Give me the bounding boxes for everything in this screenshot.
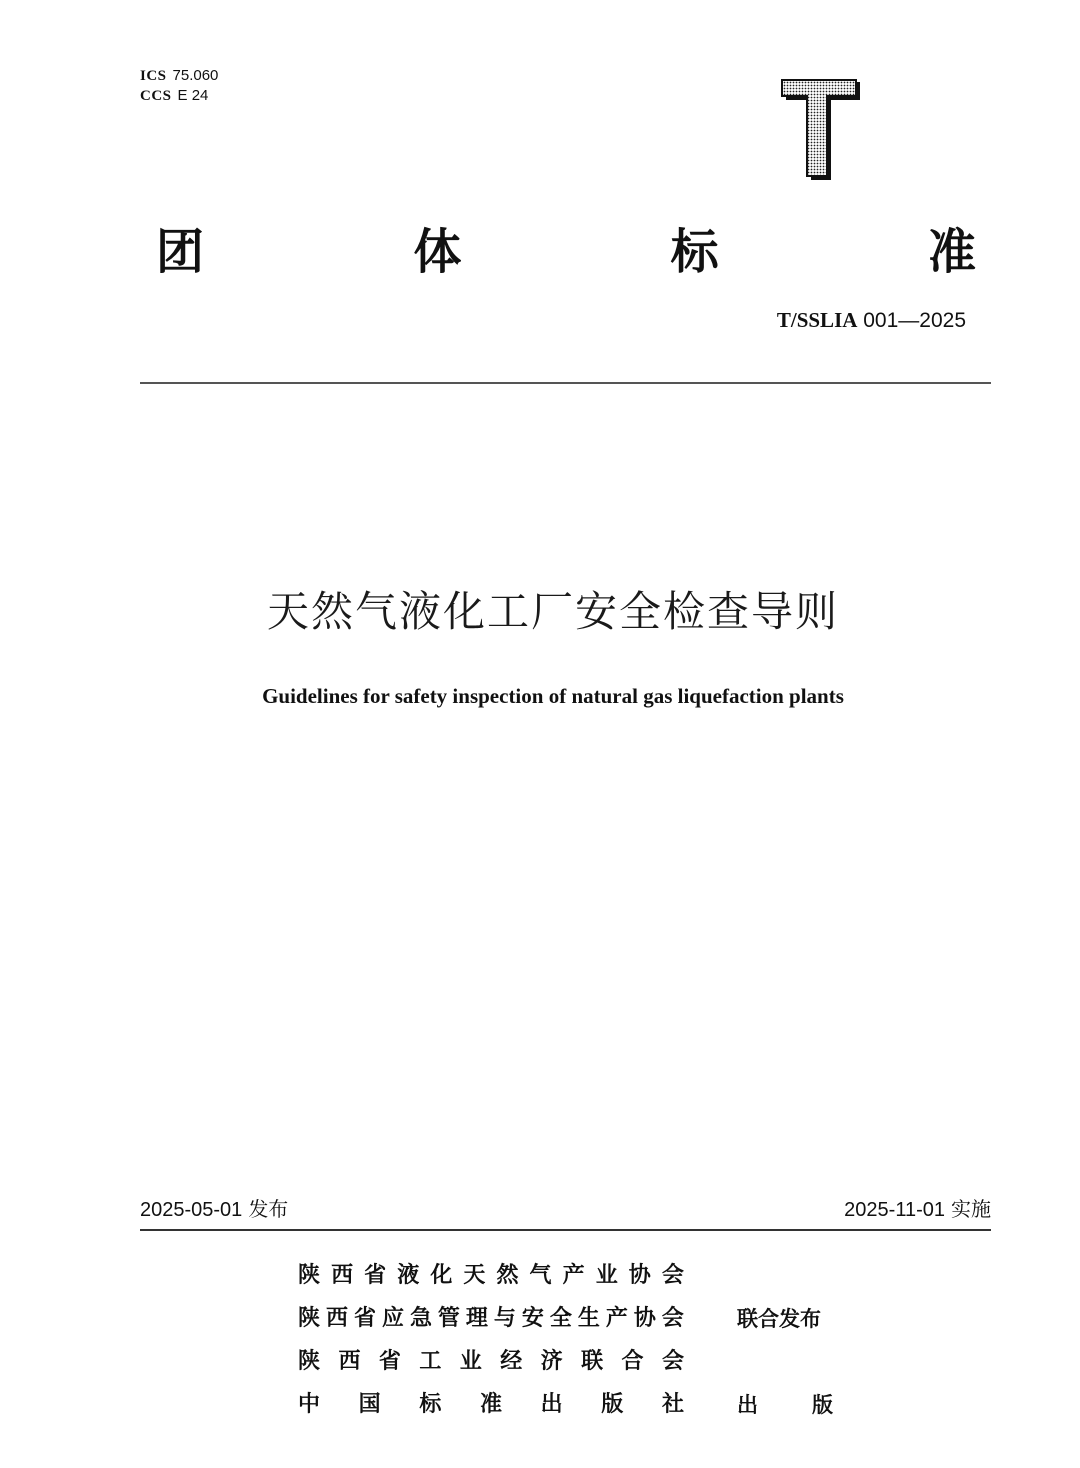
joint-issue-label: 联合发布 [737, 1307, 821, 1331]
organization-name-char: 与 [493, 1306, 516, 1331]
organization-name-char: 会 [661, 1349, 684, 1374]
issue-date [140, 1196, 288, 1223]
implementation-date [844, 1196, 991, 1223]
organization-name-char: 标 [419, 1392, 442, 1417]
organization-name-char: 联 [581, 1349, 604, 1374]
organization-name [298, 1258, 684, 1301]
ccs-value: E 24 [177, 87, 209, 104]
classification-codes [140, 66, 218, 106]
organization-name-char: 陕 [298, 1306, 321, 1331]
organization-name-char: 急 [409, 1306, 432, 1331]
organization-name-char: 西 [325, 1306, 348, 1331]
organization-name-char: 国 [358, 1392, 381, 1417]
organization-name-char: 经 [500, 1349, 523, 1374]
organization-name-char: 合 [621, 1349, 644, 1374]
organization-name [298, 1344, 684, 1387]
organization-name-char: 社 [661, 1392, 684, 1417]
organization-name-char: 陕 [298, 1349, 321, 1374]
organization-name-char: 全 [549, 1306, 572, 1331]
organization-name-char: 西 [331, 1263, 354, 1288]
standard-type-heading [156, 220, 976, 284]
organization-name-char: 管 [437, 1306, 460, 1331]
organization-name-char: 会 [661, 1306, 684, 1331]
ics-code [140, 66, 218, 86]
organization-name-char: 省 [364, 1263, 387, 1288]
organization-name-char: 工 [419, 1349, 442, 1374]
organization-name-char: 产 [562, 1263, 585, 1288]
implementation-date-value: 2025-11-01 [844, 1199, 945, 1221]
organization-name-char: 产 [605, 1306, 628, 1331]
organization-name [298, 1387, 684, 1430]
issuing-organizations [298, 1258, 698, 1430]
organization-name-char: 省 [378, 1349, 401, 1374]
organization-name-char: 省 [353, 1306, 376, 1331]
standard-type-char: 准 [927, 224, 976, 280]
organization-name-char: 安 [521, 1306, 544, 1331]
organization-name-char: 准 [479, 1392, 502, 1417]
standard-number [777, 306, 966, 335]
organization-name-char: 业 [459, 1349, 482, 1374]
organization-name-char: 会 [661, 1263, 684, 1288]
organization-name-char: 业 [595, 1263, 618, 1288]
publisher-role-char: 版 [812, 1393, 833, 1417]
publisher-role-char: 出 [737, 1393, 758, 1417]
organization-name-char: 济 [540, 1349, 563, 1374]
issue-date-label: 发布 [248, 1197, 289, 1221]
ics-label: ICS [140, 68, 167, 84]
organization-name-char: 然 [496, 1263, 519, 1288]
title-english: Guidelines for safety inspection of natural gas liquefaction plants [262, 684, 844, 708]
organization-name-char: 西 [338, 1349, 361, 1374]
title-chinese: 天然气液化工厂安全检查导则 [266, 587, 839, 636]
organization-name-char: 应 [381, 1306, 404, 1331]
organization-name-char: 协 [628, 1263, 651, 1288]
organization-name-char: 协 [633, 1306, 656, 1331]
standard-type-char: 标 [670, 224, 719, 280]
bottom-divider [140, 1229, 991, 1231]
organization-name-char: 出 [540, 1392, 563, 1417]
organization-name-char: 版 [601, 1392, 624, 1417]
standard-number-prefix: T/SSLIA [776, 308, 858, 332]
issue-date-value: 2025-05-01 [140, 1199, 243, 1221]
organization-name-char: 陕 [298, 1263, 321, 1288]
standard-number-value: 001—2025 [857, 309, 966, 332]
top-divider [140, 382, 991, 384]
organization-name-char: 理 [465, 1306, 488, 1331]
organization-name-char: 天 [463, 1263, 486, 1288]
ccs-code [140, 86, 218, 106]
ccs-label: CCS [140, 88, 172, 104]
standard-type-char: 体 [413, 224, 462, 280]
ics-value: 75.060 [172, 67, 219, 84]
organization-name-char: 液 [397, 1263, 420, 1288]
organization-name-char: 化 [430, 1263, 453, 1288]
organization-name-char: 气 [529, 1263, 552, 1288]
publisher-role [737, 1388, 833, 1422]
implementation-date-label: 实施 [951, 1197, 991, 1221]
standard-type-t-logo-icon [780, 78, 862, 184]
standard-type-char: 团 [156, 224, 205, 280]
organization-name-char: 中 [298, 1392, 321, 1417]
organization-name-char: 生 [577, 1306, 600, 1331]
organization-name [298, 1301, 684, 1344]
